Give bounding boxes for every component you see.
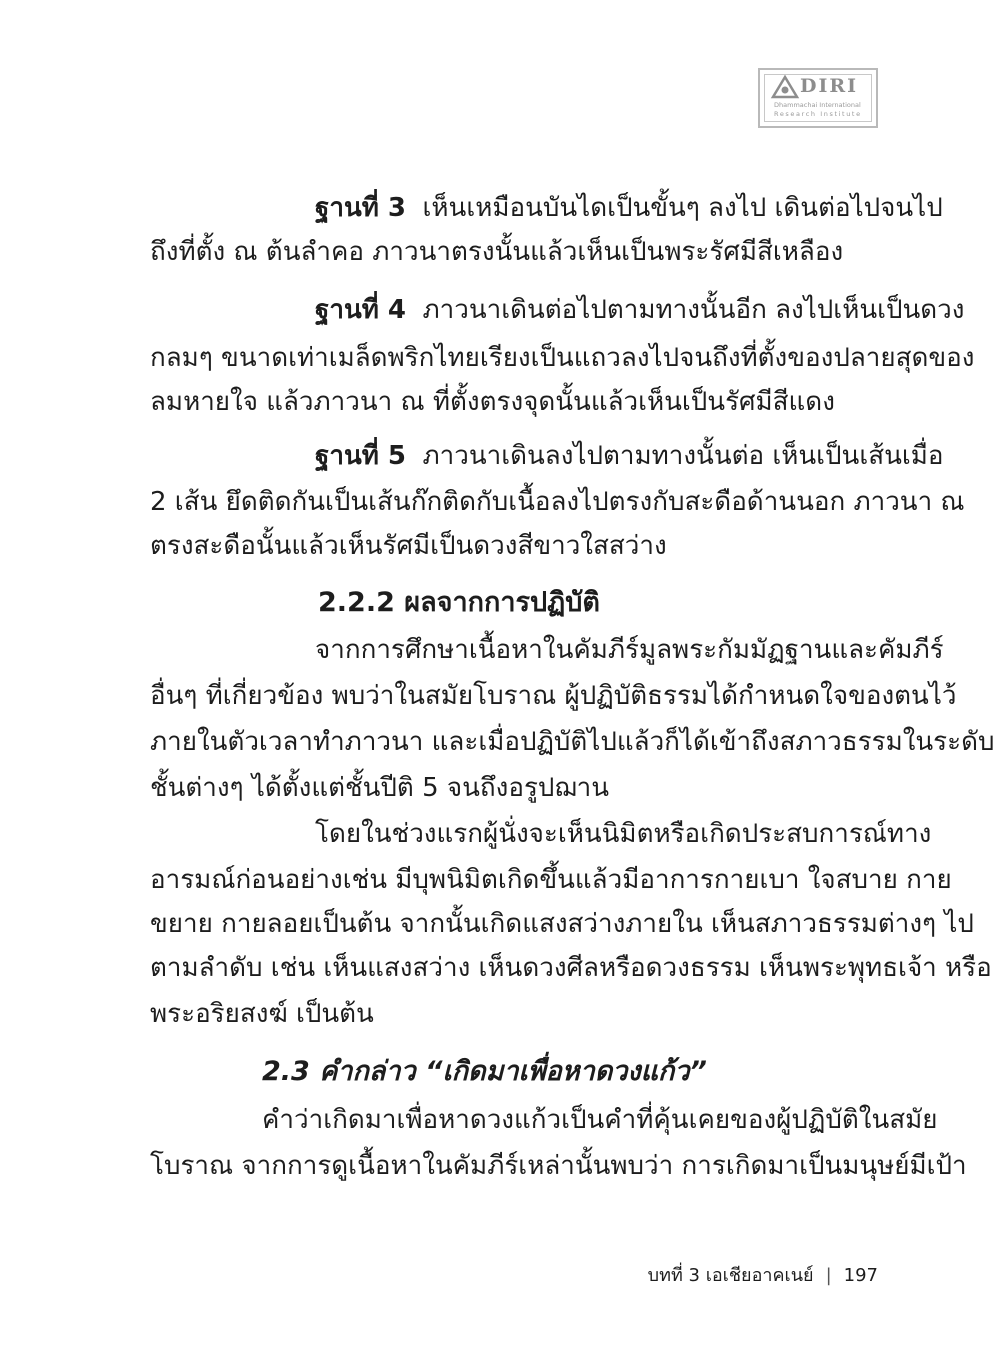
dhammachai-triangle-icon xyxy=(772,76,798,98)
logo-subtitle-1: Dhammachai International xyxy=(774,101,861,109)
paragraph-results-line-3: ภายในตัวเวลาทำภาวนา และเมื่อปฏิบัติไปแล้วก็ได้เข้าถึงสภาวธรรมในระดับ xyxy=(150,727,995,757)
base-3-text: เห็นเหมือนบันไดเป็นขั้นๆ ลงไป เดินต่อไปจนไป xyxy=(422,193,943,223)
section-heading-2-2-2: 2.2.2 ผลจากการปฏิบัติ xyxy=(318,587,600,618)
footer-separator: | xyxy=(825,1265,832,1286)
paragraph-nimitta-line-1: โดยในช่วงแรกผู้นั่งจะเห็นนิมิตหรือเกิดประสบการณ์ทาง xyxy=(315,819,932,849)
paragraph-crystal-line-1: คำว่าเกิดมาเพื่อหาดวงแก้วเป็นคำที่คุ้นเคยของผู้ปฏิบัติในสมัย xyxy=(262,1105,938,1135)
base-4-label: ฐานที่ 4 xyxy=(315,295,406,325)
base-5-text: ภาวนาเดินลงไปตามทางนั้นต่อ เห็นเป็นเส้นเมื่อ xyxy=(422,441,944,471)
base-5-label: ฐานที่ 5 xyxy=(315,441,406,471)
section-heading-2-3: 2.3 คำกล่าว “เกิดมาเพื่อหาดวงแก้ว” xyxy=(262,1056,707,1087)
paragraph-nimitta-line-3: ขยาย กายลอยเป็นต้น จากนั้นเกิดแสงสว่างภายใน เห็นสภาวธรรมต่างๆ ไป xyxy=(150,909,974,939)
paragraph-results-line-4: ชั้นต่างๆ ได้ตั้งแต่ชั้นปีติ 5 จนถึงอรูปฌาน xyxy=(150,773,610,803)
base-3-label: ฐานที่ 3 xyxy=(315,193,406,223)
paragraph-base-4-line-1 xyxy=(315,290,965,330)
paragraph-nimitta-line-5: พระอริยสงฆ์ เป็นต้น xyxy=(150,999,374,1029)
page-footer xyxy=(648,1260,878,1289)
paragraph-base-5-line-2: 2 เส้น ยึดติดกันเป็นเส้นก๊กติดกับเนื้อลงไปตรงกับสะดือด้านนอก ภาวนา ณ xyxy=(150,487,965,517)
base-4-text: ภาวนาเดินต่อไปตามทางนั้นอีก ลงไปเห็นเป็นดวง xyxy=(422,295,965,325)
paragraph-base-3-line-2: ถึงที่ตั้ง ณ ต้นลำคอ ภาวนาตรงนั้นแล้วเห็นเป็นพระรัศมีสีเหลือง xyxy=(150,237,844,267)
paragraph-results-line-2: อื่นๆ ที่เกี่ยวข้อง พบว่าในสมัยโบราณ ผู้ปฏิบัติธรรมได้กำหนดใจของตนไว้ xyxy=(150,681,957,711)
page-number: 197 xyxy=(843,1265,878,1286)
paragraph-nimitta-line-2: อารมณ์ก่อนอย่างเช่น มีบุพนิมิตเกิดขึ้นแล้วมีอาการกายเบา ใจสบาย กาย xyxy=(150,865,952,895)
paragraph-results-line-1: จากการศึกษาเนื้อหาในคัมภีร์มูลพระกัมมัฏฐานและคัมภีร์ xyxy=(315,635,944,665)
paragraph-base-5-line-3: ตรงสะดือนั้นแล้วเห็นรัศมีเป็นดวงสีขาวใสสว่าง xyxy=(150,531,667,561)
diri-logo xyxy=(758,68,878,128)
footer-chapter: บทที่ 3 เอเชียอาคเนย์ xyxy=(647,1265,814,1286)
paragraph-nimitta-line-4: ตามลำดับ เช่น เห็นแสงสว่าง เห็นดวงศีลหรือดวงธรรม เห็นพระพุทธเจ้า หรือ xyxy=(150,953,992,983)
logo-title: DIRI xyxy=(800,75,859,97)
paragraph-base-4-line-3: ลมหายใจ แล้วภาวนา ณ ที่ตั้งตรงจุดนั้นแล้วเห็นเป็นรัศมีสีแดง xyxy=(150,387,835,417)
paragraph-base-4-line-2: กลมๆ ขนาดเท่าเมล็ดพริกไทยเรียงเป็นแถวลงไปจนถึงที่ตั้งของปลายสุดของ xyxy=(150,343,975,373)
logo-subtitle-2: Research Institute xyxy=(774,110,862,118)
paragraph-crystal-line-2: โบราณ จากการดูเนื้อหาในคัมภีร์เหล่านั้นพบว่า การเกิดมาเป็นมนุษย์มีเป้า xyxy=(150,1151,967,1181)
paragraph-base-3-line-1 xyxy=(315,188,943,228)
paragraph-base-5-line-1 xyxy=(315,436,944,476)
